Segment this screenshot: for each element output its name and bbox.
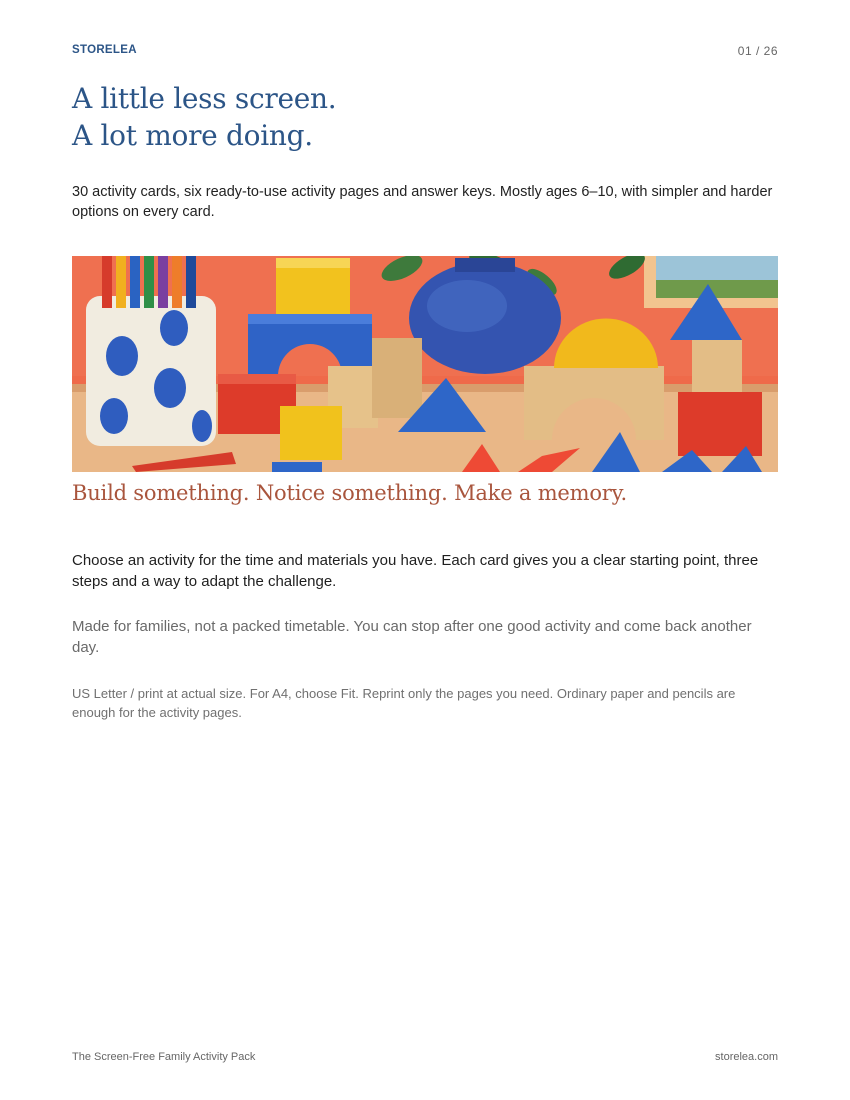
body-paragraph-1: Choose an activity for the time and materials you have. Each card gives you a clear starting point, three steps and a way to adapt the challenge. bbox=[72, 552, 759, 590]
footer-site: storelea.com bbox=[715, 1051, 778, 1063]
intro-text: 30 activity cards, six ready-to-use activity pages and answer keys. Mostly ages 6–10, with simpler and harder options on every card. bbox=[72, 184, 773, 220]
headline-line-1: A little less screen. bbox=[72, 82, 337, 115]
body-paragraph-2: Made for families, not a packed timetable. You can stop after one good activity and come back another day. bbox=[72, 618, 752, 656]
section-subheading: Build something. Notice something. Make a memory. bbox=[72, 481, 627, 505]
headline-line-2: A lot more doing. bbox=[72, 119, 313, 152]
page-number: 01 / 26 bbox=[737, 44, 778, 58]
footer-title: The Screen-Free Family Activity Pack bbox=[72, 1051, 256, 1063]
print-note: US Letter / print at actual size. For A4, choose Fit. Reprint only the pages you need. Ordinary paper and pencils are enough for the activity pages. bbox=[72, 686, 736, 720]
page-headline bbox=[72, 80, 336, 154]
hero-illustration bbox=[72, 256, 778, 472]
brand-name: STORELEA bbox=[72, 44, 137, 56]
document-page bbox=[72, 0, 778, 1100]
